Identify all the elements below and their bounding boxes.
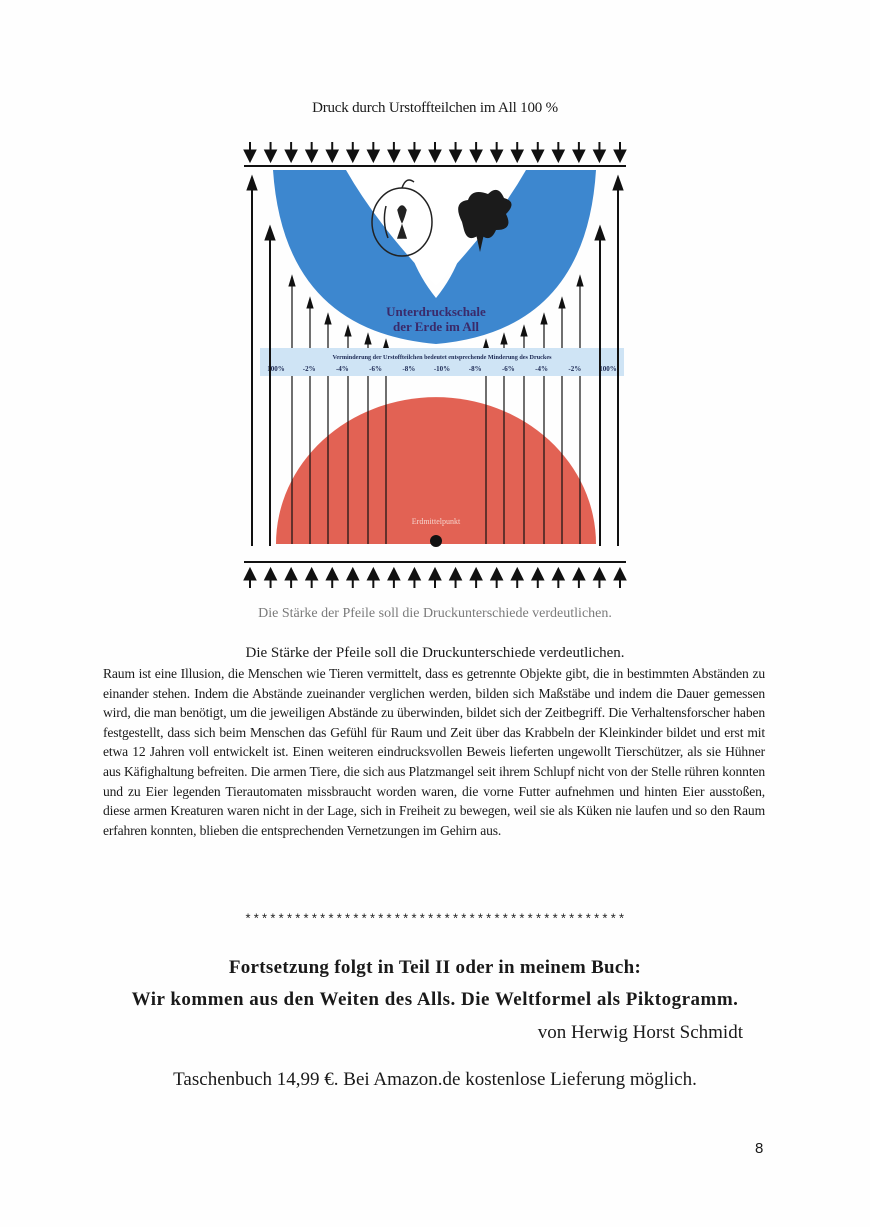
up-arrow-icon <box>511 568 523 588</box>
down-arrow-icon <box>470 142 482 162</box>
book-offer: Taschenbuch 14,99 €. Bei Amazon.de kostenlose Lieferung möglich. <box>173 1069 697 1090</box>
down-arrow-icon <box>532 142 544 162</box>
up-arrow-icon <box>367 568 379 588</box>
up-arrow-icon <box>265 568 277 588</box>
band-value-label: -6% <box>501 365 515 373</box>
earth-core-label: Erdmittelpunkt <box>411 517 461 526</box>
band-value-label: 100% <box>267 365 285 373</box>
figure-title: Druck durch Urstoffteilchen im All 100 % <box>312 100 558 116</box>
down-arrow-icon <box>306 142 318 162</box>
up-arrow-icon <box>429 568 441 588</box>
shell-label-line1: Unterdruckschale <box>386 304 486 319</box>
up-arrow-icon <box>244 568 256 588</box>
book-title: Wir kommen aus den Weiten des Alls. Die Weltformel als Piktogramm. <box>131 989 739 1010</box>
up-arrow-icon <box>326 568 338 588</box>
page-number: 8 <box>755 1140 764 1157</box>
down-arrow-icon <box>388 142 400 162</box>
figure-caption: Die Stärke der Pfeile soll die Druckunterschiede verdeutlichen. <box>245 645 625 661</box>
down-arrow-icon <box>347 142 359 162</box>
band-value-label: -2% <box>568 365 582 373</box>
pressure-band-caption: Verminderung der Urstoffteilchen bedeutet entsprechende Minderung des Druckes <box>332 354 552 361</box>
up-arrow-icon <box>388 568 400 588</box>
pressure-diagram <box>236 126 634 596</box>
up-arrow-icon <box>552 568 564 588</box>
band-value-label: -10% <box>433 365 451 373</box>
up-arrow-icon <box>450 568 462 588</box>
up-arrow-icon <box>408 568 420 588</box>
section-separator: ********************************************** <box>244 912 626 927</box>
band-value-label: -4% <box>335 365 349 373</box>
band-value-label: -6% <box>369 365 383 373</box>
down-arrow-icon <box>265 142 277 162</box>
author-line: von Herwig Horst Schmidt <box>537 1022 743 1043</box>
up-arrow-icon <box>593 568 605 588</box>
up-arrow-icon <box>491 568 503 588</box>
figure-caption-faint: Die Stärke der Pfeile soll die Druckunterschiede verdeutlichen. <box>258 606 612 621</box>
band-value-label: 100% <box>599 365 617 373</box>
up-arrow-icon <box>306 568 318 588</box>
continuation-heading: Fortsetzung folgt in Teil II oder in meinem Buch: <box>228 957 642 978</box>
body-paragraph: Raum ist eine Illusion, die Menschen wie Tieren vermittelt, dass es getrennte Objekte gibt, die in bestimmten Abständen zu einander stehen. Indem die Abstände zueinander verglichen werden, bilden sich Maßstäbe und indem die Dauer gemessen wird, die man benötigt, um die jeweiligen Abstände zu überwinden, bildet sich der Zeitbegriff. Die Verhaltensforscher haben festgestellt, dass sich beim Menschen das Gefühl für Raum und Zeit über das Krabbeln der Kleinkinder bildet und erst mit etwa 12 Jahren voll entwickelt ist. Einen weiteren eindrucksvollen Beweis lieferten ungewollt Tierschützer, als sie Hühner aus Käfighaltung befreiten. Die armen Tiere, die sich aus Platzmangel seit ihrem Schlupf nicht von der Stelle rühren konnten und zu Eier legenden Tierautomaten missbraucht worden waren, die vorne Futter aufnehmen und hinten Eier ausstoßen, diese armen Kreaturen waren nicht in der Lage, sich in Freiheit zu bewegen, weil sie als Küken nie laufen und so den Raum erfahren konnten, blieben die entsprechenden Vernetzungen im Gehirn aus. <box>103 666 765 838</box>
up-arrow-icon <box>532 568 544 588</box>
down-arrow-icon <box>367 142 379 162</box>
down-arrow-icon <box>429 142 441 162</box>
pressure-diagram-svg <box>236 126 634 596</box>
band-value-label: -8% <box>402 365 416 373</box>
down-arrow-icon <box>326 142 338 162</box>
down-arrow-icon <box>244 142 256 162</box>
down-arrow-icon <box>573 142 585 162</box>
top-arrow-row <box>244 142 626 162</box>
down-arrow-icon <box>511 142 523 162</box>
band-value-label: -4% <box>535 365 549 373</box>
earth-center-dot <box>430 535 442 547</box>
down-arrow-icon <box>552 142 564 162</box>
down-arrow-icon <box>491 142 503 162</box>
down-arrow-icon <box>285 142 297 162</box>
up-arrow-icon <box>285 568 297 588</box>
band-value-label: -8% <box>468 365 482 373</box>
shell-label-line2: der Erde im All <box>392 319 480 334</box>
bottom-arrow-row <box>244 568 626 588</box>
down-arrow-icon <box>450 142 462 162</box>
down-arrow-icon <box>593 142 605 162</box>
up-arrow-icon <box>347 568 359 588</box>
up-arrow-icon <box>470 568 482 588</box>
band-value-label: -2% <box>302 365 316 373</box>
up-arrow-icon <box>614 568 626 588</box>
down-arrow-icon <box>614 142 626 162</box>
up-arrow-icon <box>573 568 585 588</box>
down-arrow-icon <box>408 142 420 162</box>
